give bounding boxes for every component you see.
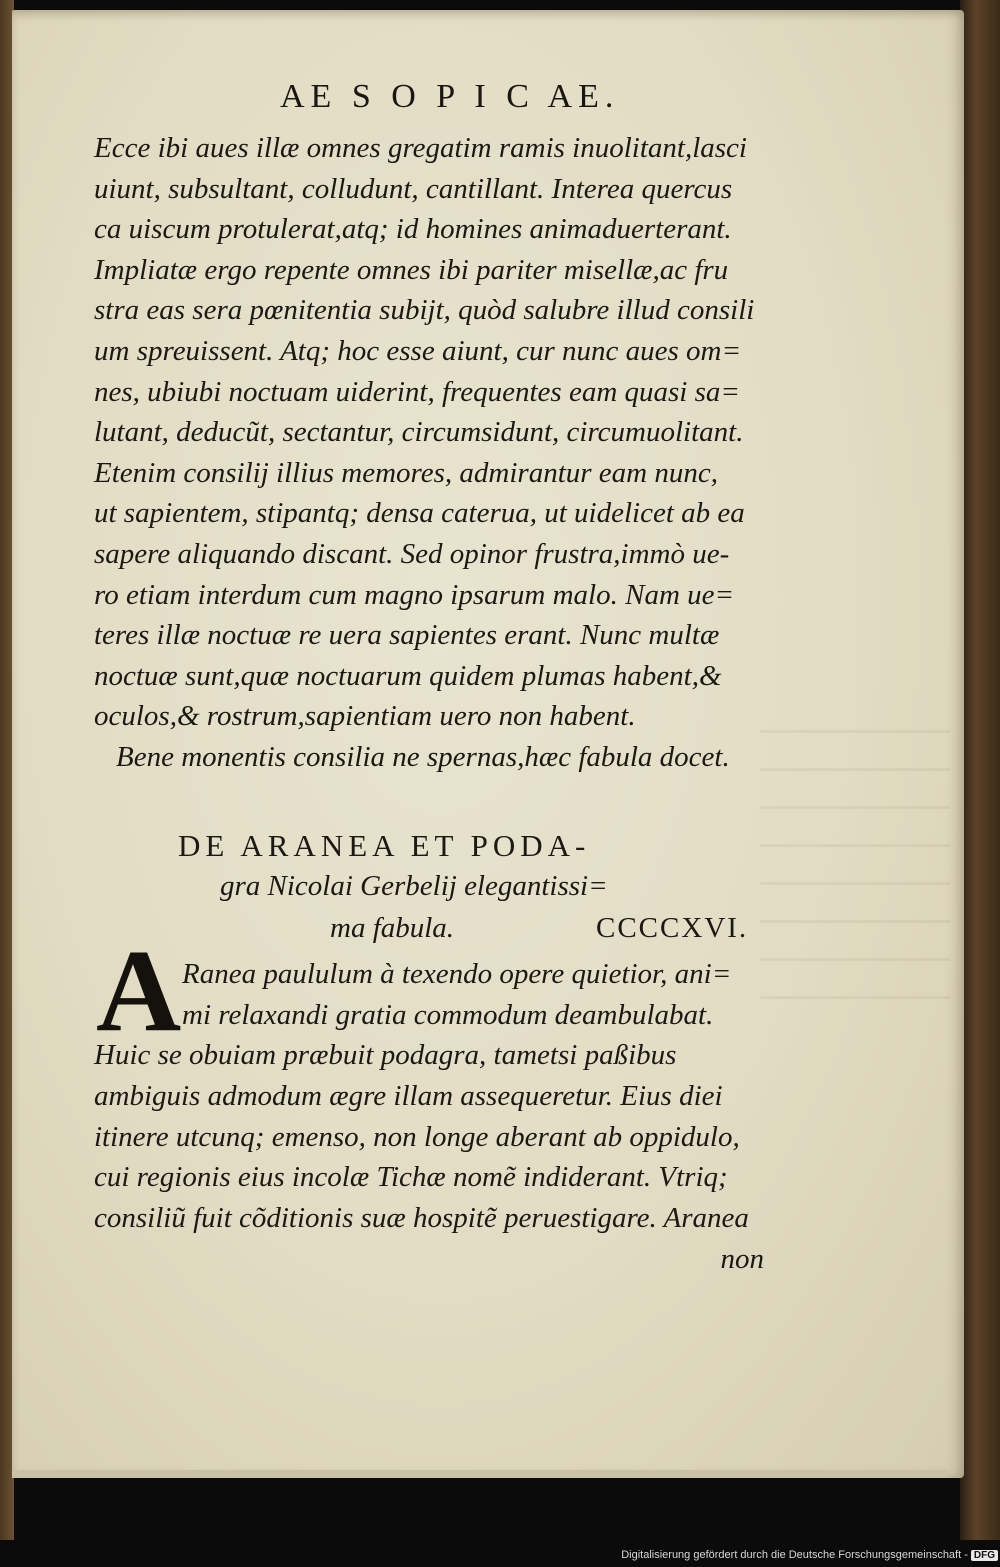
text-line: uiunt, subsultant, colludunt, cantillant. Interea quercus [94, 172, 733, 205]
catchword: non [720, 1242, 764, 1275]
text-line: stra eas sera pœnitentia subijt, quòd salubre illud consili [94, 294, 755, 327]
text-line: oculos,& rostrum,sapientiam uero non habent. [94, 700, 636, 733]
moral-line: Bene monentis consilia ne spernas,hæc fabula docet. [116, 740, 730, 773]
text-line: itinere utcunq; emenso, non longe aberant ab oppidulo, [94, 1120, 740, 1153]
heading-line-2: gra Nicolai Gerbelij elegantissi= [220, 870, 608, 902]
running-head: AE S O P I C AE. [280, 78, 620, 115]
text-line: lutant, deducũt, sectantur, circumsidunt, circumuolitant. [94, 416, 744, 449]
paragraph-aranea [94, 954, 764, 1280]
text-line: ambiguis admodum ægre illam assequeretur. Eius diei [94, 1080, 723, 1113]
text-line: noctuæ sunt,quæ noctuarum quidem plumas habent,& [94, 659, 722, 692]
book-edge-right [960, 0, 1000, 1540]
paragraph-fable-end [94, 128, 764, 778]
text-line: Ranea paululum à texendo opere quietior, ani= [182, 958, 732, 990]
fable-heading [178, 828, 778, 954]
text-line: nes, ubiubi noctuam uiderint, frequentes eam quasi sa= [94, 375, 740, 408]
text-line: cui regionis eius incolæ Tichæ nomẽ indiderant. Vtriq; [94, 1161, 728, 1194]
text-line: um spreuissent. Atq; hoc esse aiunt, cur nunc aues om= [94, 334, 742, 367]
text-line: Etenim consilij illius memores, admirantur eam nunc, [94, 456, 718, 489]
digitization-credit [608, 1549, 998, 1565]
dfg-logo: DFG [971, 1550, 998, 1561]
heading-line-1: DE ARANEA ET PODA- [178, 828, 591, 863]
text-line: ut sapientem, stipantq; densa caterua, ut uidelicet ab ea [94, 497, 745, 530]
text-line: Huic se obuiam præbuit podagra, tametsi paßibus [94, 1039, 677, 1072]
heading-line-3 [178, 912, 778, 954]
text-line: teres illæ noctuæ re uera sapientes erant. Nunc multæ [94, 619, 720, 652]
text-line: Ecce ibi aues illæ omnes gregatim ramis inuolitant,lasci [94, 132, 747, 164]
text-line: consiliũ fuit cõditionis suæ hospitẽ peruestigare. Aranea [94, 1202, 749, 1235]
text-line: mi relaxandi gratia commodum deambulabat. [182, 998, 714, 1031]
text-line: sapere aliquando discant. Sed opinor frustra,immò ue- [94, 537, 730, 570]
text-line: ro etiam interdum cum magno ipsarum malo. Nam ue= [94, 578, 735, 611]
heading-line-3-text: ma fabula. [330, 912, 455, 944]
page-shadow [12, 1470, 947, 1478]
credit-text: Digitalisierung gefördert durch die Deutsche Forschungsgemeinschaft - [621, 1549, 968, 1561]
text-line: ca uiscum protulerat,atq; id homines animaduerterant. [94, 213, 732, 246]
fable-number: CCCCXVI. [596, 912, 749, 944]
drop-cap-initial: A [96, 925, 182, 1056]
text-line: Impliatæ ergo repente omnes ibi pariter misellæ,ac fru [94, 253, 729, 286]
show-through-text [760, 730, 950, 1030]
